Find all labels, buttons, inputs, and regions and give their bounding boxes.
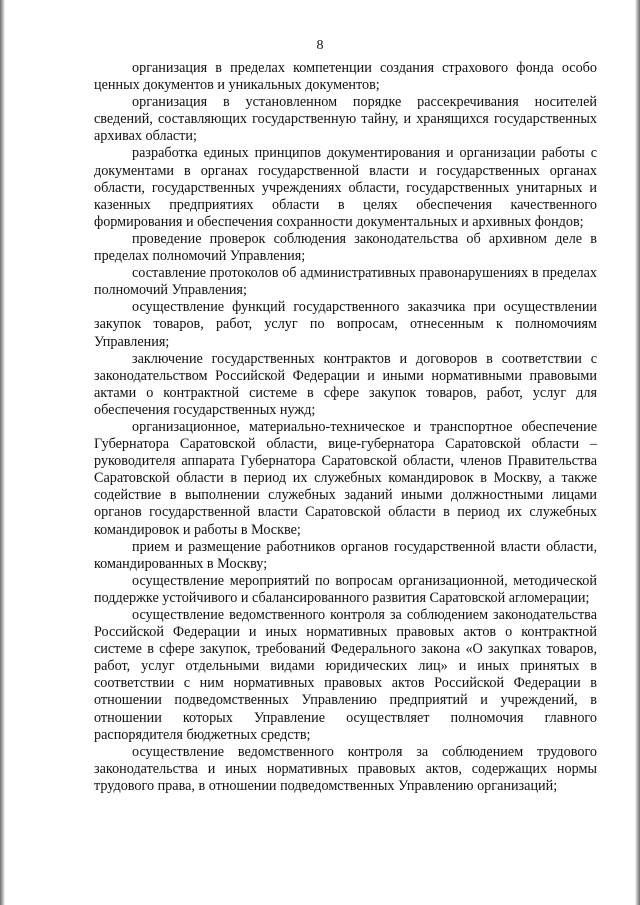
paragraph: осуществление ведомственного контроля за соблюдением законодательства Российской Федерации и иных нормативных правовых актов о контрактной системе в сфере закупок, требований Федерального закона «О закупках товаров, работ, услуг отдельными видами юридических лиц» и иных принятых в соответствии с ним нормативных правовых актов Российской Федерации в отношении подведомственных Управлению предприятий и учреждений, в отношении которых Управление осуществляет полномочия главного распорядителя бюджетных средств; <box>94 607 597 743</box>
paragraph: разработка единых принципов документирования и организации работы с документами в органах государственной власти и государственных органах области, государственных учреждениях области, государственных унитарных и казенных предприятиях области в целях обеспечения качественного формирования и обеспечения сохранности документальных и архивных фондов; <box>94 145 597 230</box>
paragraph: осуществление функций государственного заказчика при осуществлении закупок товаров, работ, услуг по вопросам, отнесенным к полномочиям Управления; <box>94 299 597 350</box>
document-body <box>94 60 597 795</box>
paragraph: проведение проверок соблюдения законодательства об архивном деле в пределах полномочий Управления; <box>94 230 597 265</box>
paragraph: составление протоколов об административных правонарушениях в пределах полномочий Управления; <box>94 265 597 299</box>
paragraph: организационное, материально-техническое и транспортное обеспечение Губернатора Саратовской области, вице-губернатора Саратовской области – руководителя аппарата Губернатора Саратовской области, членов Правительства Саратовской области в период их служебных командировок в Москву, а также содействие в выполнении служебных заданий иными должностными лицами органов государственной власти Саратовской области в период их служебных командировок и работы в Москве; <box>94 418 597 538</box>
paragraph: организация в установленном порядке рассекречивания носителей сведений, составляющих государственную тайну, и хранящихся государственных архивах области; <box>94 94 597 145</box>
paragraph: прием и размещение работников органов государственной власти области, командированных в Москву; <box>94 538 597 572</box>
paragraph: осуществление ведомственного контроля за соблюдением трудового законодательства и иных нормативных правовых актов, содержащих нормы трудового права, в отношении подведомственных Управлению организаций; <box>94 743 597 794</box>
paragraph: организация в пределах компетенции создания страхового фонда особо ценных документов и уникальных документов; <box>94 60 597 94</box>
paragraph: осуществление мероприятий по вопросам организационной, методической поддержке устойчивого и сбалансированного развития Саратовской агломерации; <box>94 572 597 606</box>
page-number: 8 <box>316 38 324 53</box>
scan-edge-left <box>0 0 5 905</box>
paragraph: заключение государственных контрактов и договоров в соответствии с законодательством Российской Федерации и иными нормативными правовыми актами о контрактной системе в сфере закупок товаров, работ, услуг для обеспечения государственных нужд; <box>94 350 597 418</box>
scan-edge-right <box>635 0 640 905</box>
